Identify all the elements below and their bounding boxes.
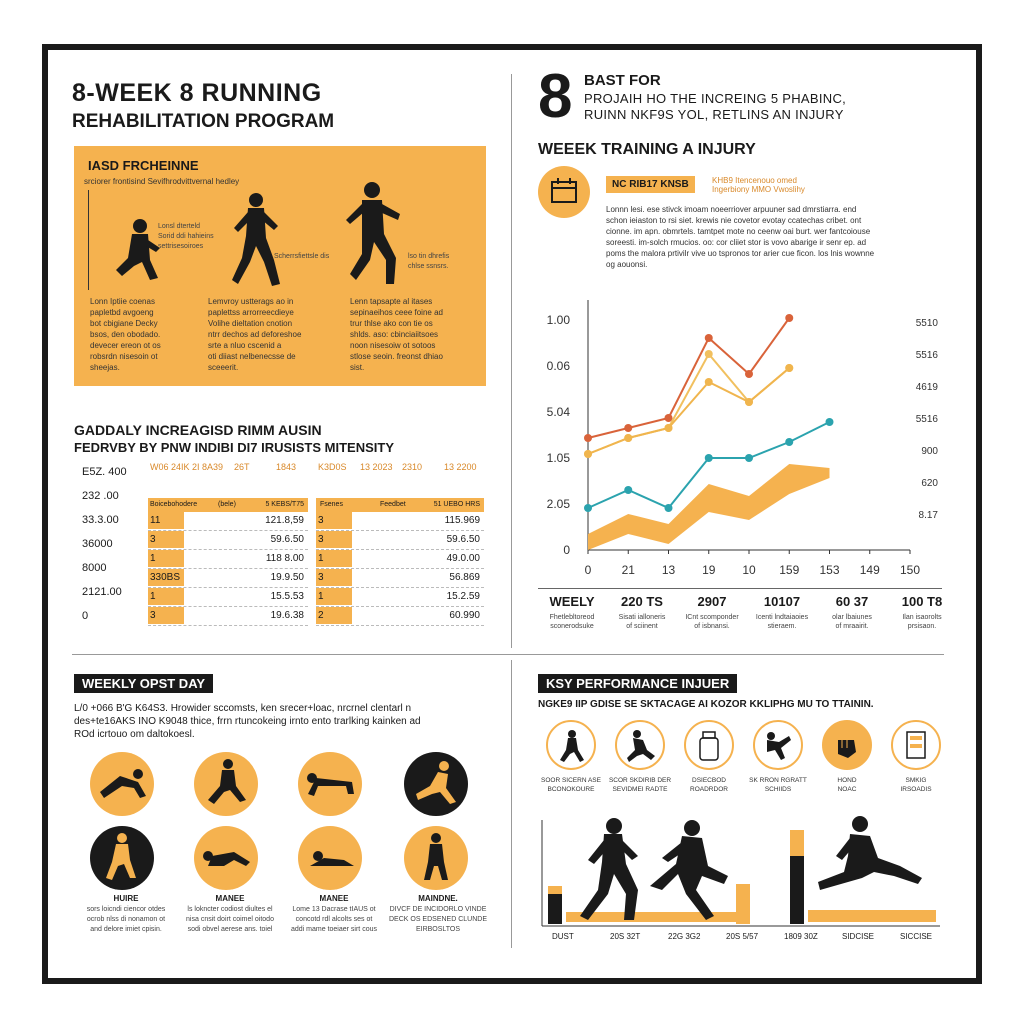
stages-heading: IASD FRCHEINNE — [88, 158, 199, 173]
header-right-line1: BAST FOR — [584, 72, 661, 89]
table-cell-value: 19.9.50 — [270, 572, 304, 583]
stage3-text: Lenn tapsapte al itases sepinaeihos ceee foine ad trur thlse ako con tie os shlds. aso: cbinciaiitsoes noon nisesoiw ot sotoos stlose seoin. freonst dhiao sist. — [350, 297, 443, 372]
fist-icon — [822, 720, 872, 770]
x-tick-label: 159 — [779, 563, 800, 577]
weekly-stat-value: 2907 — [697, 594, 727, 609]
gradual-y-label: 8000 — [82, 562, 107, 574]
center-divider-top — [511, 74, 512, 648]
gradual-col-label: 2310 — [402, 462, 423, 472]
performance-item-text: SK RRON RGRATT SCHIIDS — [749, 777, 807, 793]
table-row — [316, 588, 484, 607]
table-cell-value: 15.5.53 — [270, 591, 304, 602]
performance-item-text: SCOR SKDIRIB DER SEVIDMEI RADTE — [608, 777, 672, 793]
stages-panel — [74, 146, 486, 386]
y-tick-label: 0 — [563, 543, 570, 557]
day-caption-title: MANEE — [215, 894, 245, 903]
table-cell-value: 60.990 — [449, 610, 480, 621]
pushup-exercise-icon — [298, 752, 362, 816]
x-tick-label: 10 — [742, 563, 756, 577]
performance-item — [814, 720, 880, 794]
gradual-title: GADDALY INCREAGISD RIMM AUSIN — [74, 422, 322, 438]
program-table-2 — [316, 498, 484, 626]
table1-header — [148, 498, 308, 512]
gradual-col-label: K3D0S — [318, 462, 347, 472]
runner-silhouette-2 — [650, 820, 728, 920]
weekly-stat-note: Fhetlebltoreod sconerodsuke — [549, 614, 595, 630]
weekly-stat — [748, 594, 816, 631]
weekly-stat-value: WEELY — [549, 594, 595, 609]
series-point — [584, 450, 592, 458]
gradual-y-label: 2121.00 — [82, 586, 122, 598]
leg-stretch-icon — [194, 826, 258, 890]
table-cell-value: 115.969 — [444, 515, 480, 526]
weekly-stat-value: 100 T8 — [901, 594, 943, 609]
x-tick-label: 19 — [702, 563, 716, 577]
right-value-label: 5510 — [915, 318, 938, 329]
horizontal-divider — [72, 654, 944, 655]
page-title: 8-WEEK 8 RUNNING — [72, 79, 322, 107]
weekly-stat-note: olar lbaiunes of mraairit. — [832, 614, 872, 630]
series-point — [705, 454, 713, 462]
performance-item — [883, 720, 949, 794]
table2-col-c: 51 UEBO HRS — [433, 501, 480, 508]
orange-band-area — [588, 464, 830, 550]
performance-item-text: DSIECBOD ROADRDOR — [690, 777, 728, 793]
weekly-stat-note: Sisati ialloneris of sciinent — [618, 614, 666, 630]
floor-stretch-icon — [298, 826, 362, 890]
x-tick-label: 13 — [661, 563, 676, 577]
stages-axis-line — [88, 190, 89, 290]
weekly-day-paragraph: L/0 +066 B'G K64S3. Hrowider sccomsts, ken srecer+loac, nrcrnel clentarl n des+te16AKS INO K9048 thice, frrn rtuncokeing irnto ento trarlking kainken ad ROd icrtouo om daltokoesl. — [74, 703, 421, 740]
table-row — [316, 607, 484, 626]
day-caption — [74, 894, 178, 935]
table1-col-a: Boicebohodere — [150, 501, 198, 508]
x-tick-label: 21 — [621, 563, 635, 577]
performance-x-label: 1809 30Z — [784, 932, 818, 941]
training-paragraph: Lonnn lesi. ese stivck imoam noeerriover arpuuner sad dmrstiarra. end schon ieiaston to rsi siet. krewis nie covetor evotay ccatechas cribet. ont cionne. im apn. obmrtels. tamtpet mote no ceenw oai burt. wer fantcoiouse soreesti. im-solch rmucios. oo: cor cliiet stor is vovo abarige ir senr ep. ad poms the malora prtivilr vive uo tspronos tor arier cue ficon. los lnis wownne og aouonsi. — [606, 205, 875, 269]
x-tick-label: 0 — [584, 563, 592, 577]
series-point — [745, 454, 753, 462]
table-cell-index: 3 — [316, 512, 352, 529]
series-point — [785, 314, 793, 322]
page-subtitle: REHABILITATION PROGRAM — [72, 111, 335, 132]
walking-icon — [404, 826, 468, 890]
lunge-exercise-icon — [194, 752, 258, 816]
series-line — [588, 368, 789, 454]
weekly-stat-note: Ilan isaorolts prsisaon. — [902, 614, 942, 630]
y-tick-label: 1.05 — [546, 451, 570, 465]
y-tick-label: 0.06 — [546, 359, 570, 373]
table-cell-index: 3 — [148, 607, 184, 624]
weekly-stat-value: 60 37 — [835, 594, 869, 609]
weekly-stat — [888, 594, 956, 631]
series-point — [785, 364, 793, 372]
stage3-note: lso tin dhrefis chlse ssnsrs. — [408, 253, 450, 270]
gradual-subtitle: FEDRVBY BY PNW INDIBI DI7 IRUSISTS MITENSITY — [74, 440, 394, 455]
table-cell-index: 1 — [316, 550, 352, 567]
weekly-stat — [678, 594, 746, 631]
day-caption-title: HUIRE — [113, 894, 139, 903]
table-cell-index: 3 — [316, 531, 352, 548]
performance-x-label: 22G 3G2 — [668, 932, 701, 941]
table-cell-value: 59.6.50 — [270, 534, 304, 545]
x-tick-label: 153 — [819, 563, 840, 577]
table-cell-index: 330BS — [148, 569, 184, 586]
header-right-line3: RUINN NKF9S YOL, RETLINS AN INJURY — [584, 107, 844, 122]
big-number: 8 — [538, 62, 573, 131]
x-tick-label: 150 — [899, 563, 921, 577]
gradual-y-label: 0 — [82, 610, 89, 622]
table-row — [148, 607, 308, 626]
calendar-icon — [538, 166, 590, 218]
gradual-y-label: 33.3.00 — [82, 514, 119, 526]
weekly-stats-row — [538, 594, 948, 644]
table-cell-value: 56.869 — [449, 572, 480, 583]
performance-x-label: SICCISE — [900, 932, 933, 941]
table2-header — [316, 498, 484, 512]
day-caption-text: ls lokncter codiost diultes el nisa cnsit doirt coimel oitodo sodi obvel aerese ans. toiel — [186, 906, 274, 933]
jogging-runner-icon — [224, 190, 284, 290]
runner-silhouette-3 — [818, 816, 922, 890]
table-cell-index: 2 — [316, 607, 352, 624]
table-row — [148, 550, 308, 569]
sprinting-runner-icon — [344, 180, 414, 290]
table-cell-value: 49.0.00 — [446, 553, 480, 564]
table2-col-b: Feedbet — [380, 501, 406, 508]
gradual-col-label: 13 2023 — [360, 462, 393, 472]
y-tick-label: 5.04 — [546, 405, 570, 419]
right-value-label: 900 — [921, 446, 938, 457]
gradual-col-label: 26T — [234, 462, 250, 472]
training-badge-note: KHB9 Itencenouo omed Ingerbiony MMO Vwoslihy — [712, 176, 805, 194]
program-table-1 — [148, 498, 308, 626]
day-caption — [178, 894, 282, 935]
day-caption — [386, 894, 490, 935]
stage1-note: Lonsl dterteld Sorid ddi hahieins settrisesoiroes — [158, 223, 214, 250]
performance-item-text: HOND NOAC — [837, 777, 857, 793]
performance-item — [538, 720, 604, 794]
performance-x-label: SIDCISE — [842, 932, 875, 941]
table-cell-value: 19.6.38 — [270, 610, 304, 621]
table1-col-b: (bele) — [218, 501, 236, 508]
y-tick-label: 1.00 — [546, 313, 570, 327]
performance-bar-chart — [538, 816, 944, 928]
table-cell-index: 1 — [316, 588, 352, 605]
training-badge: NC RIB17 KNSB — [606, 176, 695, 193]
day-caption-title: MANEE — [319, 894, 349, 903]
performance-x-label: 20S 5/57 — [726, 932, 759, 941]
table-cell-value: 15.2.59 — [446, 591, 480, 602]
weekly-stat — [608, 594, 676, 631]
table-row — [316, 550, 484, 569]
table1-col-c: 5 KEBS/T75 — [265, 501, 304, 508]
series-point — [785, 438, 793, 446]
series-point — [745, 398, 753, 406]
table-cell-index: 3 — [148, 531, 184, 548]
table-row — [148, 569, 308, 588]
table1-rows — [148, 512, 308, 626]
runner-icon — [546, 720, 596, 770]
chart-card-icon — [891, 720, 941, 770]
series-line — [588, 318, 789, 438]
stretch-icon — [753, 720, 803, 770]
x-tick-label: 149 — [859, 563, 880, 577]
series-point — [705, 350, 713, 358]
table-row — [316, 512, 484, 531]
day-caption — [282, 894, 386, 935]
right-value-label: 8.17 — [918, 510, 938, 521]
performance-x-label: 20S 32T — [610, 932, 641, 941]
series-point — [745, 370, 753, 378]
performance-item-text: SOOR SICERN ASE BCONOKOURE — [541, 777, 601, 793]
series-point — [826, 418, 834, 426]
gradual-y-label: 232 .00 — [82, 490, 119, 502]
sprinter-icon — [615, 720, 665, 770]
weekly-day-label: WEEKLY OPST DAY — [74, 674, 213, 693]
right-value-label: 620 — [921, 478, 938, 489]
performance-icons-row — [538, 720, 948, 800]
table-cell-value: 121.8,59 — [265, 515, 304, 526]
right-value-label: 4619 — [915, 382, 938, 393]
weekly-stat-note: Icenti lndtaiaoies stieraem. — [755, 614, 809, 630]
bottle-icon — [684, 720, 734, 770]
header-right-line2: PROJAIH HO THE INCREING 5 PHABINC, — [584, 91, 847, 106]
weekly-stat-note: ICnt scomponder of isbnansi. — [685, 614, 739, 630]
table-cell-index: 1 — [148, 550, 184, 567]
table-row — [316, 569, 484, 588]
table-row — [148, 531, 308, 550]
center-divider-bottom — [511, 660, 512, 948]
series-point — [705, 378, 713, 386]
day-caption-text: sors loicndi ciencor otdes ocrob nlss di nonamon ot and delore imiet cpisin. — [86, 906, 166, 933]
table-row — [148, 588, 308, 607]
performance-item — [607, 720, 673, 794]
series-point — [705, 334, 713, 342]
series-point — [624, 424, 632, 432]
day-caption-text: Lome 13 Dacrase tIAUS ot concotd rdl alcolts ses ot addi mame toeiaer sirt cous — [291, 906, 377, 933]
weekly-stat-value: 220 TS — [621, 594, 663, 609]
stages-subheading: srciorer frontisind Sevifhrodvittvernal hedley — [84, 177, 240, 186]
right-value-label: 5516 — [915, 414, 938, 425]
weekly-stat — [538, 594, 606, 631]
performance-subtitle: NGKE9 IIP GDISE SE SKTACAGE AI KOZOR KKLIPHG MU TO TTAININ. — [538, 699, 874, 710]
weekly-training-title: WEEEK TRAINING A INJURY — [538, 141, 756, 158]
gradual-col-label: 2I 8A39 — [192, 462, 224, 472]
performance-item — [745, 720, 811, 794]
gradual-y-label: 36000 — [82, 538, 113, 550]
calendar-icon-circle — [538, 166, 590, 218]
weekly-stat — [818, 594, 886, 631]
running-stance-icon — [90, 826, 154, 890]
gradual-y-label: E5Z. 400 — [82, 466, 127, 478]
gradual-col-label: 1843 — [276, 462, 297, 472]
stage1-text: Lonn Iptiie coenas papletbd avgoeng bot cbigiane Decky bsos, den obodado. devecer ereon ot os robsrdn nisesoin ot sheejas. — [90, 297, 161, 372]
day-caption-title: MAINDNE. — [418, 894, 458, 903]
performance-item — [676, 720, 742, 794]
table-cell-index: 11 — [148, 512, 184, 529]
performance-item-text: SMKIG IRSOADIS — [900, 777, 932, 793]
day-caption-text: DIVCF DE INCIDORLO VINDE DECK OS EDSENED CLUNDE EIRBOSLTOS — [388, 906, 488, 933]
series-point — [584, 434, 592, 442]
table-cell-value: 118 8.00 — [265, 553, 304, 564]
series-point — [665, 504, 673, 512]
stats-top-rule — [538, 588, 942, 589]
series-point — [584, 504, 592, 512]
stride-exercise-icon — [404, 752, 468, 816]
kneeling-runner-icon — [104, 216, 164, 296]
weekly-stat-value: 10107 — [763, 594, 801, 609]
stage2-note: Scherrsfiettsle dis — [274, 253, 330, 260]
series-point — [624, 486, 632, 494]
performance-x-label: DUST — [552, 932, 574, 941]
performance-label: KSY PERFORMANCE INJUER — [538, 674, 737, 693]
right-value-label: 5516 — [915, 350, 938, 361]
table-cell-value: 59.6.50 — [446, 534, 480, 545]
runner-silhouette-1 — [580, 818, 638, 920]
stage2-text: Lemvroy ustterags ao in paplettss arrorreecdieye Volihe dieltation cnotion ntrr dechos ad deforeshoe srte a nluo cscenid a oti diiast nelbenecsse de sceeerit. — [208, 297, 302, 372]
series-point — [624, 434, 632, 442]
table2-col-a: Fsenes — [320, 501, 343, 508]
table-cell-index: 1 — [148, 588, 184, 605]
table-row — [148, 512, 308, 531]
plank-exercise-icon — [90, 752, 154, 816]
weekly-line-chart — [538, 280, 948, 580]
table-cell-index: 3 — [316, 569, 352, 586]
gradual-col-label: 13 2200 — [444, 462, 477, 472]
table-row — [316, 531, 484, 550]
y-tick-label: 2.05 — [546, 497, 570, 511]
performance-x-labels — [538, 932, 948, 946]
series-point — [665, 424, 673, 432]
gradual-col-label: W06 24IK — [150, 462, 190, 472]
table2-rows — [316, 512, 484, 626]
